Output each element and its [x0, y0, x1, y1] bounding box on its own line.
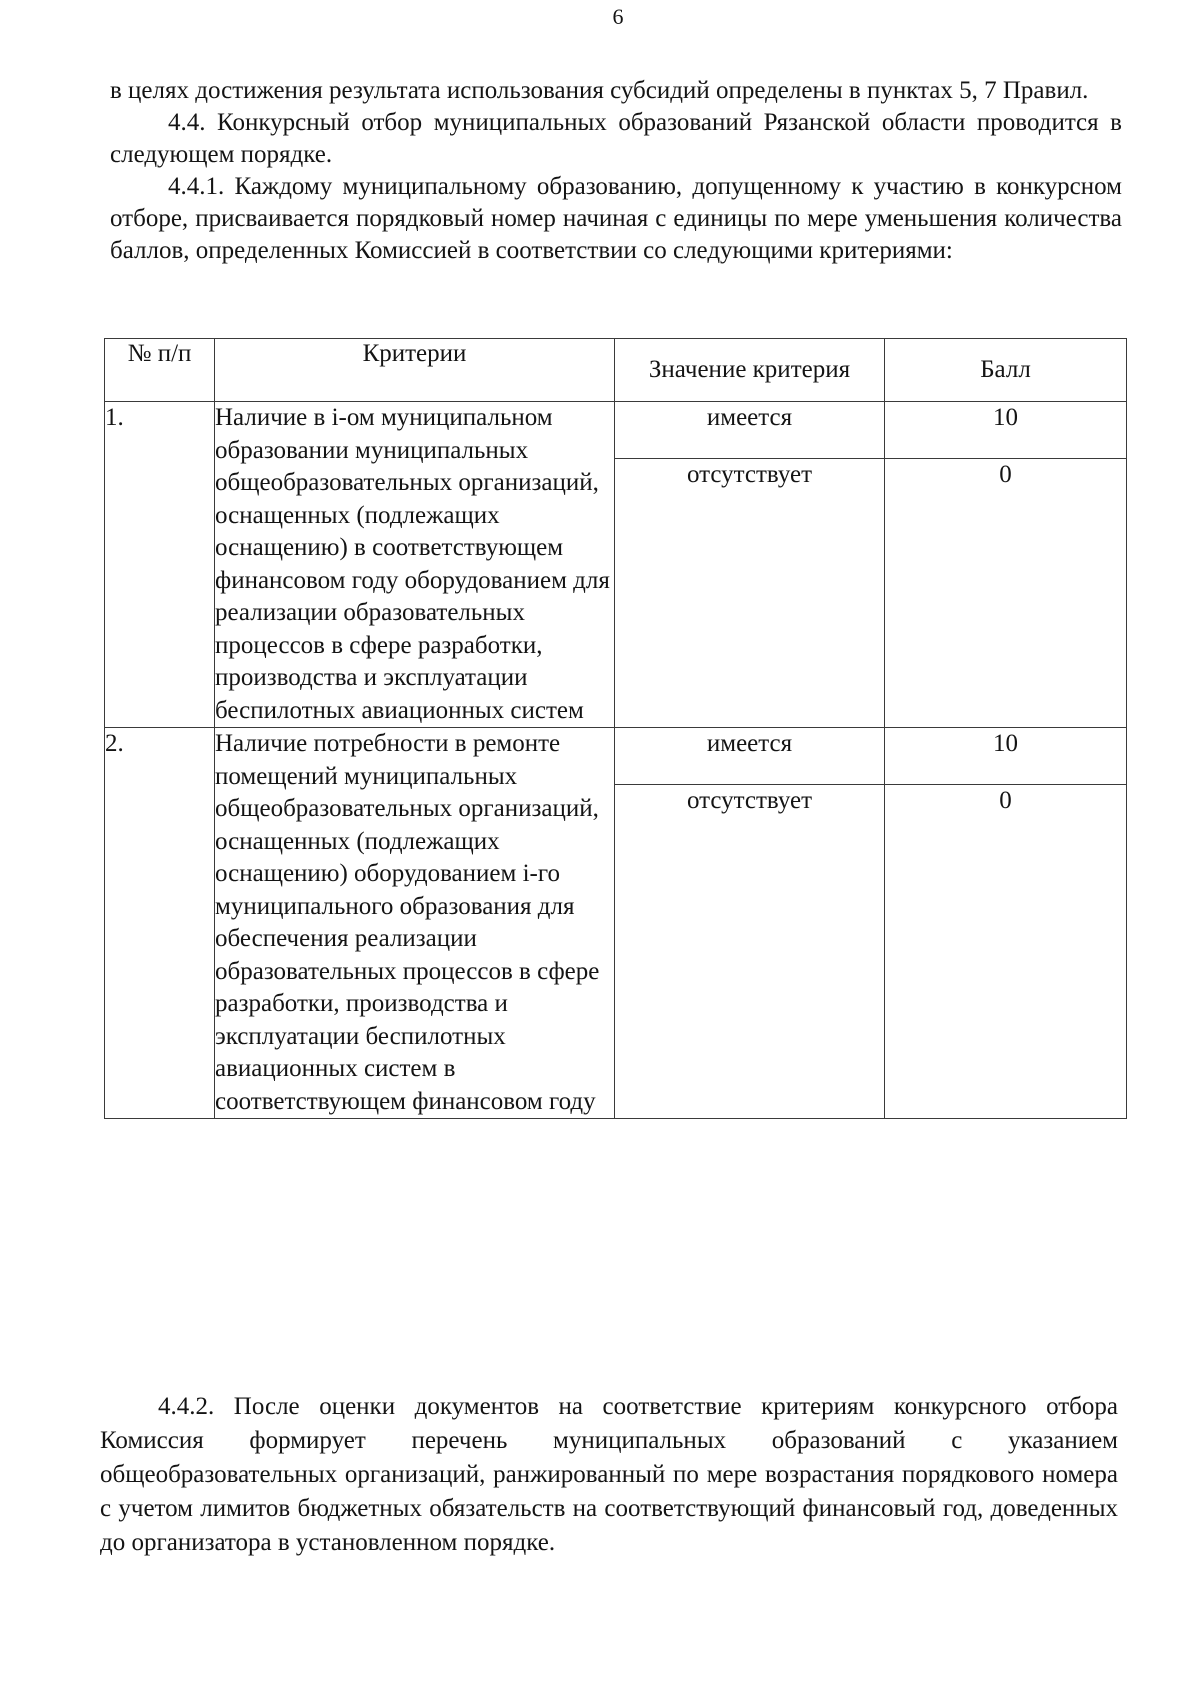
criterion-score: 10: [885, 728, 1127, 785]
table-header-row: [105, 339, 1127, 402]
header-criterion-value: Значение критерия: [615, 339, 885, 402]
table-row: [105, 402, 1127, 459]
row-criteria: Наличие в i-ом муниципальном образовании муниципальных общеобразовательных организаций, оснащенных (подлежащих оснащению) в соответствующем финансовом году оборудованием для реализации образовательных процессов в сфере разработки, производства и эксплуатации беспилотных авиационных систем: [215, 402, 615, 728]
page-number: 6: [612, 4, 624, 29]
criteria-table: [104, 338, 1127, 1119]
criterion-value: имеется: [615, 728, 885, 785]
criterion-value: отсутствует: [615, 459, 885, 728]
outro-text: [100, 1390, 1118, 1560]
row-number: 2.: [105, 728, 215, 1119]
intro-text: [110, 75, 1122, 267]
section-4-4-2-paragraph: 4.4.2. После оценки документов на соответствие критериям конкурсного отбора Комиссия формирует перечень муниципальных образований с указанием общеобразовательных организаций, ранжированный по мере возрастания порядкового номера с учетом лимитов бюджетных обязательств на соответствующий финансовый год, доведенных до организатора в установленном порядке.: [100, 1393, 1118, 1556]
criterion-value: имеется: [615, 402, 885, 459]
header-number: № п/п: [105, 339, 215, 402]
header-criteria: Критерии: [215, 339, 615, 402]
table-row: [105, 728, 1127, 785]
section-4-4-paragraph: 4.4. Конкурсный отбор муниципальных образований Рязанской области проводится в следующем порядке.: [110, 109, 1122, 168]
criterion-score: 0: [885, 785, 1127, 1119]
row-number: 1.: [105, 402, 215, 728]
row-criteria: Наличие потребности в ремонте помещений муниципальных общеобразовательных организаций, оснащенных (подлежащих оснащению) оборудованием i-го муниципального образования для обеспечения реализации образовательных процессов в сфере разработки, производства и эксплуатации беспилотных авиационных систем в соответствующем финансовом году: [215, 728, 615, 1119]
header-score: Балл: [885, 339, 1127, 402]
intro-paragraph-continuation: в целях достижения результата использования субсидий определены в пунктах 5, 7 Правил.: [110, 77, 1089, 104]
criterion-score: 10: [885, 402, 1127, 459]
section-4-4-1-paragraph: 4.4.1. Каждому муниципальному образованию, допущенному к участию в конкурсном отборе, присваивается порядковый номер начиная с единицы по мере уменьшения количества баллов, определенных Комиссией в соответствии со следующими критериями:: [110, 173, 1122, 264]
criterion-score: 0: [885, 459, 1127, 728]
criterion-value: отсутствует: [615, 785, 885, 1119]
